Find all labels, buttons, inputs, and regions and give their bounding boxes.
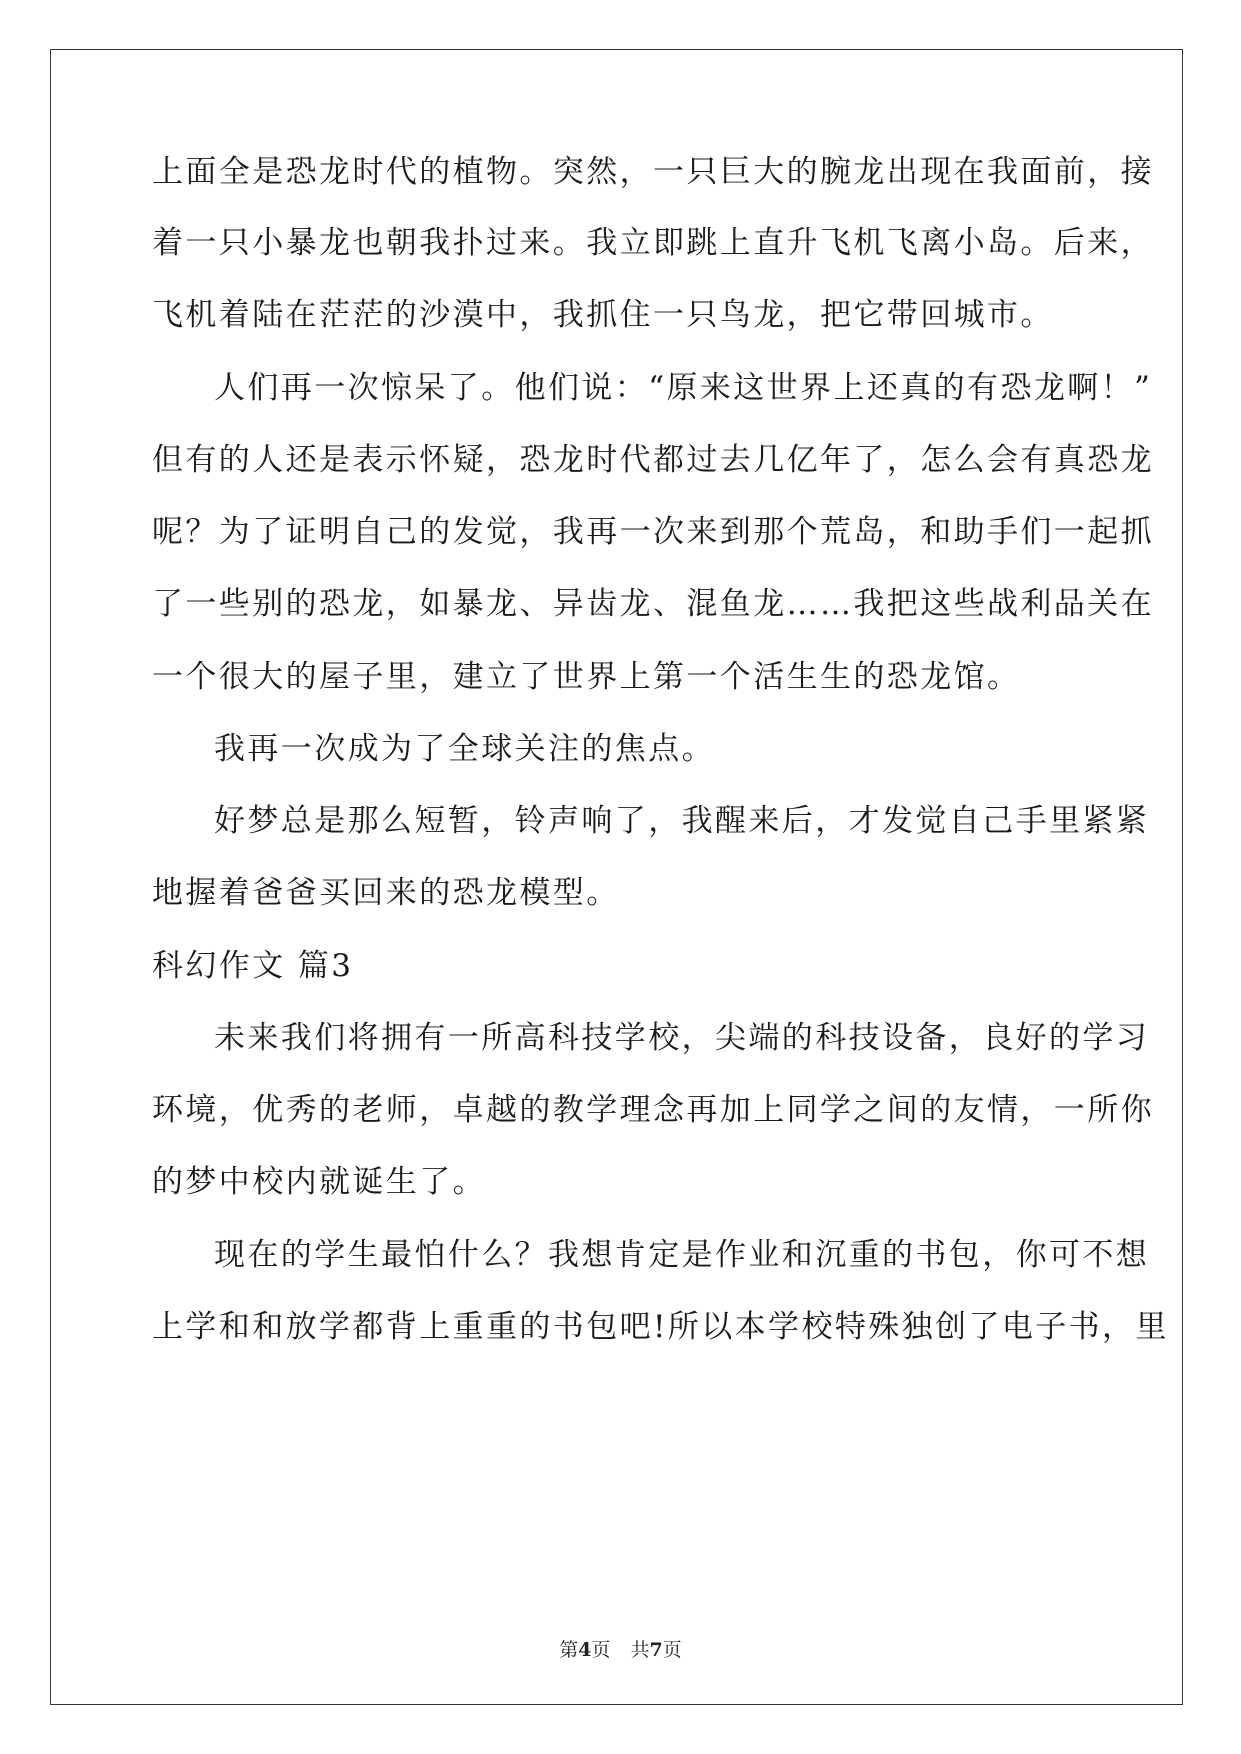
- paragraph-line: 一个很大的屋子里，建立了世界上第一个活生生的恐龙馆。: [152, 659, 1021, 695]
- paragraph-line: 人们再一次惊呆了。他们说：“原来这世界上还真的有恐龙啊！”: [214, 370, 1153, 406]
- page-prefix: 第: [559, 1639, 579, 1661]
- section-heading: 科幻作文 篇3: [152, 948, 354, 984]
- page-footer: [0, 1635, 1241, 1662]
- paragraph-line: 了一些别的恐龙，如暴龙、异齿龙、混鱼龙……我把这些战利品关在: [152, 586, 1154, 622]
- total-suffix: 页: [662, 1639, 682, 1661]
- page-number: 4: [578, 1639, 592, 1661]
- page-suffix: 页: [591, 1639, 611, 1661]
- paragraph-line: 好梦总是那么短暂，铃声响了，我醒来后，才发觉自己手里紧紧: [214, 803, 1150, 839]
- paragraph-line: 呢？为了证明自己的发觉，我再一次来到那个荒岛，和助手们一起抓: [152, 514, 1154, 550]
- paragraph-line: 飞机着陆在茫茫的沙漠中，我抓住一只鸟龙，把它带回城市。: [152, 297, 1054, 333]
- paragraph-line: 但有的人还是表示怀疑，恐龙时代都过去几亿年了，怎么会有真恐龙: [152, 442, 1154, 478]
- paragraph-line: 环境，优秀的老师，卓越的教学理念再加上同学之间的友情，一所你: [152, 1092, 1154, 1128]
- paragraph-line: 我再一次成为了全球关注的焦点。: [214, 731, 715, 767]
- total-prefix: 共: [630, 1639, 650, 1661]
- paragraph-line: 上面全是恐龙时代的植物。突然，一只巨大的腕龙出现在我面前，接: [152, 154, 1154, 190]
- paragraph-line: 未来我们将拥有一所高科技学校，尖端的科技设备，良好的学习: [214, 1020, 1150, 1056]
- paragraph-line: 地握着爸爸买回来的恐龙模型。: [152, 875, 620, 911]
- paragraph-line: 着一只小暴龙也朝我扑过来。我立即跳上直升飞机飞离小岛。后来，: [152, 225, 1154, 261]
- total-pages: 7: [649, 1639, 663, 1661]
- paragraph-line: 的梦中校内就诞生了。: [152, 1164, 486, 1200]
- paragraph-line: 上学和和放学都背上重重的书包吧!所以本学校特殊独创了电子书，里: [152, 1309, 1169, 1345]
- paragraph-line: 现在的学生最怕什么？我想肯定是作业和沉重的书包，你可不想: [214, 1237, 1150, 1273]
